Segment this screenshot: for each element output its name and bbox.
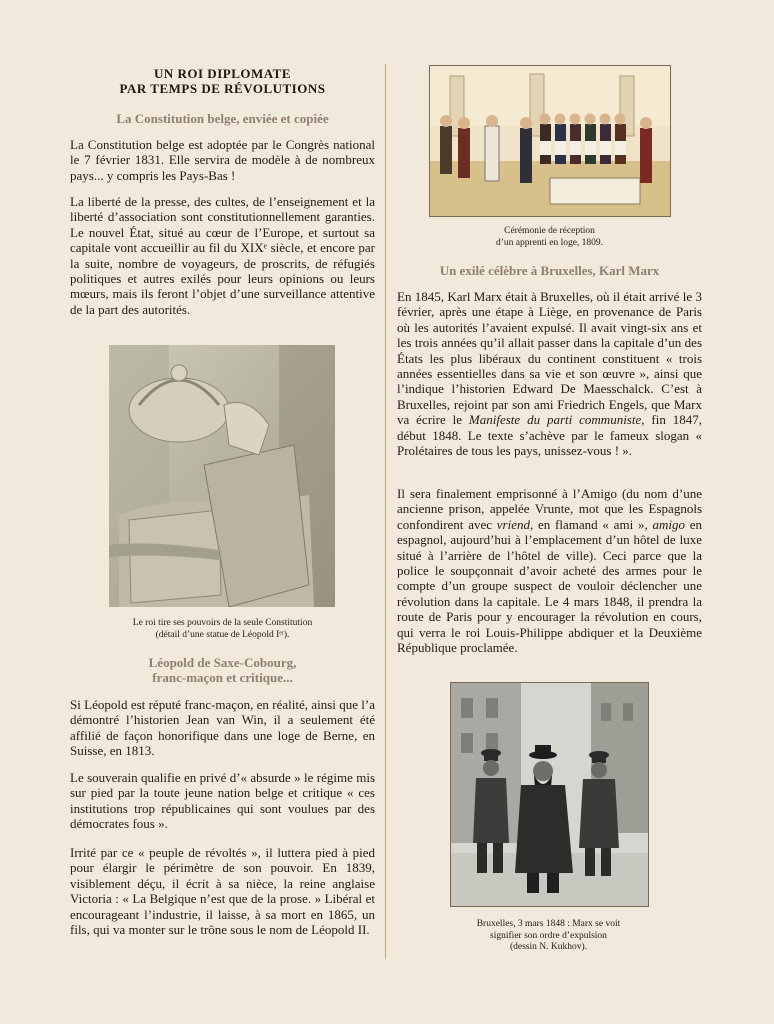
marx-caption-line-2: signifier son ordre d’expulsion [490,930,607,941]
marx-text-2c: en espagnol, aujourd’hui à l’emplacement d’un hôtel de luxe situé à l’arrière de l’hôtel de ville). Ceci parce que la police le soupçonnait d’avoir acheté des armes pour le compte d’un groupe suspect de vouloir déclencher une révolution dans la capitale. Le 4 mars 1848, il prendra la route de Paris pour y encourager la révolution en cours, qui verra le roi Louis-Philippe abdiquer et la Deuxième République proclamée. [397,516,703,656]
section-heading-marx: Un exilé célèbre à Bruxelles, Karl Marx [439,263,660,278]
marx-expulsion-drawing [450,682,649,907]
lodge-ceremony-engraving [429,65,671,217]
marx-text-2b: , en flamand « ami », [530,516,653,532]
marx-text-1b: , fin 1847, début 1848. Le texte s’achève par le fameux slogan « Prolétaires de tous les pays, unissez-vous ! ». [397,412,702,459]
statue-caption [80,618,365,641]
statue-photo [109,345,335,607]
section-heading-leopold [70,655,375,685]
statue-caption-line-1: Le roi tire ses pouvoirs de la seule Constitution [132,618,313,628]
paragraph-leopold-1: Si Léopold est réputé franc-maçon, en réalité, ainsi que l’a démontré l’historien Jean van Win, il a seulement été affilié de façon honorifique dans une loge de Berne, en Suisse, en 1813. [70,697,375,759]
leopold-heading-line-1: Léopold de Saxe-Cobourg, [148,655,297,670]
lodge-caption-line-2: d’un apprenti en loge, 1809. [495,237,604,248]
paragraph-leopold-3: Irrité par ce « peuple de révoltés », il luttera pied à pied pour élargir le périmètre de son pouvoir. En 1839, visiblement déçu, il écrit à sa nièce, la reine anglaise Victoria : « La Belgique n’est que de la prose. » Libéral et encourageant l’industrie, il laisse, à sa mort en 1865, un fils, qui va monter sur le trône sous le nom de Léopold II. [70,845,375,938]
marx-text-1a: En 1845, Karl Marx était à Bruxelles, où il était arrivé le 3 février, après une étape à Liège, en provenance de Paris où les autorités l’avaient expulsé. Il avait vingt-six ans et les trois années qu’il allait passer dans la capitale d’un des États les plus libéraux du continent constituent « trois années essentielles dans sa vie et son œuvre », ainsi que l’indique l’historien Edward De Maesschalck. C’est à Bruxelles, rejoint par son ami Friedrich Engels, que Marx va écrire le [397,289,702,428]
lodge-caption [397,226,702,249]
word-vriend: vriend [496,516,530,532]
leopold-heading-line-2: franc-maçon et critique... [152,670,293,685]
title-line-2: PAR TEMPS DE RÉVOLUTIONS [119,81,326,96]
marx-caption-line-3: (dessin N. Kukhov). [509,942,588,952]
marx-caption [440,919,657,954]
word-amigo: amigo [652,516,685,532]
paragraph-constitution-1: La Constitution belge est adoptée par le Congrès national le 7 février 1831. Elle servira de modèle à de nombreux pays... y compris les Pays-Bas ! [70,137,375,183]
statue-caption-line-2: (détail d’une statue de Léopold Iᵉʳ). [155,629,290,640]
paragraph-leopold-2: Le souverain qualifie en privé d’« absurde » le régime mis sur pied par la toute jeune nation belge et critique « ces institutions trop républicaines qui sont voulues par des démocrates fous ». [70,770,375,832]
title-line-1: UN ROI DIPLOMATE [153,66,292,81]
column-divider [385,64,386,959]
paragraph-marx-1 [397,289,702,458]
paragraph-marx-2 [397,486,702,655]
paragraph-constitution-2: La liberté de la presse, des cultes, de l’enseignement et la liberté d’association sont constitutionnellement garanties. Le nouvel État, situé au cœur de l’Europe, et surtout sa capitale vont accueillir au fil du XIXᵉ siècle, et encore par la suite, nombre de voyageurs, de proscrits, de réfugiés politiques et autres exilés pour leurs opinions ou leurs mœurs, mais ils feront l’objet d’une surveillance attentive de la part des autorités. [70,194,375,317]
lodge-caption-line-1: Cérémonie de réception [504,226,595,236]
page-title [70,66,375,96]
manifesto-title: Manifeste du parti communiste [468,412,642,428]
section-heading-constitution: La Constitution belge, enviée et copiée [116,111,329,126]
marx-caption-line-1: Bruxelles, 3 mars 1848 : Marx se voit [476,919,621,929]
marx-text-2a: Il sera finalement emprisonné à l’Amigo (du nom d’une ancienne prison, appelée Vrunte, mot que les Espagnols confondirent avec [397,486,702,532]
